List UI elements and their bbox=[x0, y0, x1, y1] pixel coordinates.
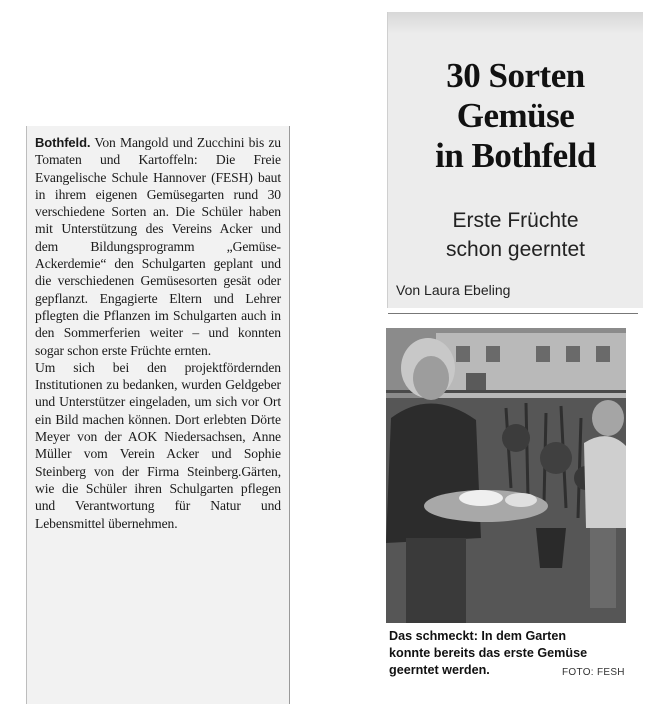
byline: Von Laura Ebeling bbox=[396, 282, 511, 298]
headline-block bbox=[387, 12, 643, 308]
bleed-through-strip bbox=[388, 12, 643, 34]
photo-caption: Das schmeckt: In dem Garten konnte bereits das erste Gemüse geerntet werden. bbox=[389, 629, 588, 677]
photo-credit: FOTO: FESH bbox=[562, 667, 625, 678]
article-column bbox=[26, 126, 290, 704]
article-dateline: Bothfeld. bbox=[35, 135, 91, 150]
garden-photo bbox=[386, 328, 626, 623]
article-body bbox=[35, 134, 281, 532]
subheadline: Erste Früchte schon geerntet bbox=[446, 209, 585, 261]
headline: 30 Sorten Gemüse in Bothfeld bbox=[435, 56, 596, 175]
article-text: Von Mangold und Zucchini bis zu Tomaten und Kartoffeln: Die Freie Evangelische Schule Hannover (FESH) baut in ihrem eigenen Gemüsegarten rund 30 verschiedene Sorten an. Die Schüler haben mit Unterstützung des Vereins Acker und dem Bildungsprogramm „Gemüse-Ackerdemie“ den Schulgarten geplant und die verschiedenen Gemüsesorten gesät oder gepflanzt. Engagierte Eltern und Lehrer pflegten die Pflanzen im Schulgarten auch in den Sommerferien weiter – und konnten sogar schon erste Früchte ernten. Um sich bei den projektfördernden Institutionen zu bedanken, wurden Geldgeber und Unterstützer eingeladen, um sich vor Ort ein Bild machen können. Dort erlebten Dörte Meyer von der AOK Niedersachsen, Anne Müller vom Verein Acker und Sophie Steinberg von der Firma Steinberg.Gärten, wie die Schüler ihren Schulgarten pflegen und Verantwortung für Natur und Lebensmittel übernehmen. bbox=[35, 135, 281, 531]
divider bbox=[388, 313, 638, 314]
garden-photo-illustration bbox=[386, 328, 626, 623]
